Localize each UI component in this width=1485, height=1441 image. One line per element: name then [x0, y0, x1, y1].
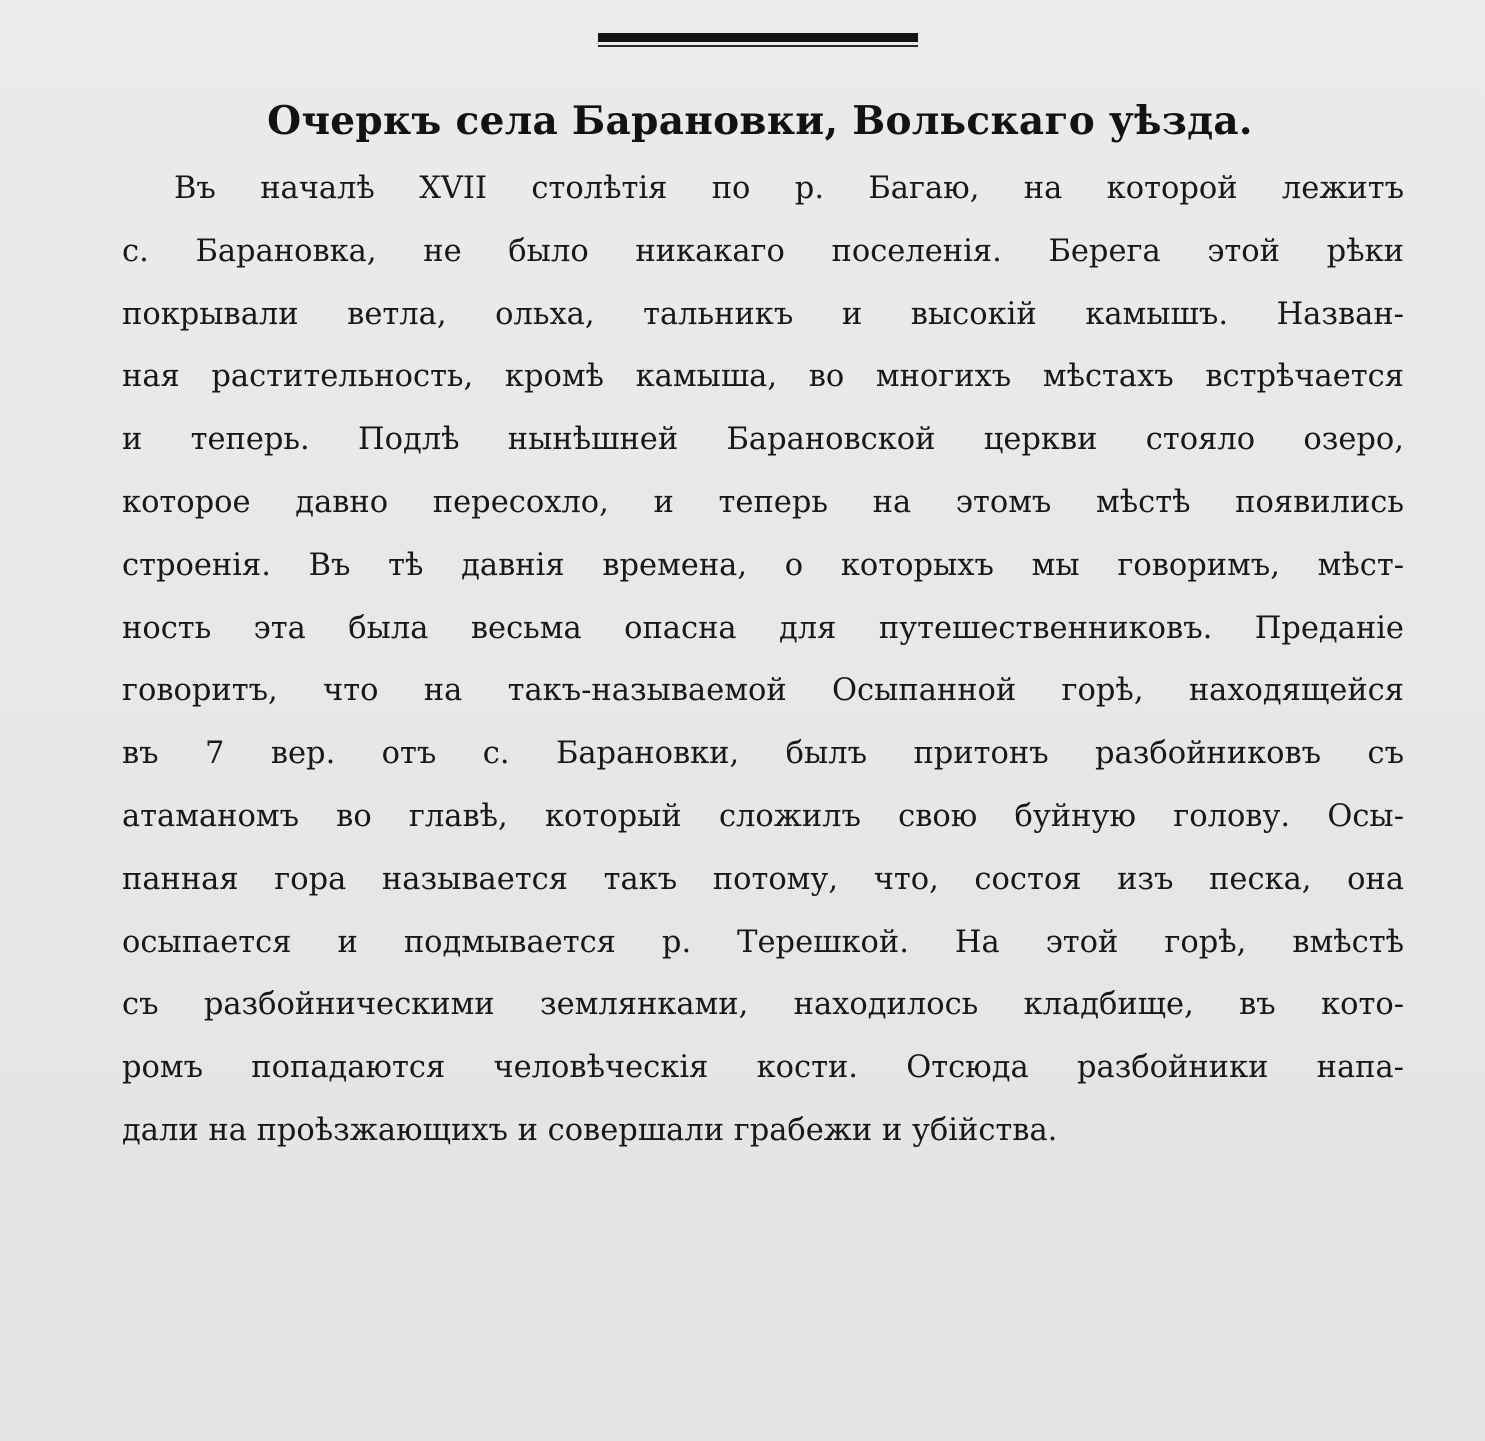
text-line: строенія. Въ тѣ давнія времена, о которыхъ мы говоримъ, мѣст-: [122, 547, 1404, 583]
text-line: говоритъ, что на такъ-называемой Осыпанной горѣ, находящейся: [122, 673, 1404, 709]
text-line: осыпается и подмывается р. Терешкой. На этой горѣ, вмѣстѣ: [122, 924, 1404, 960]
text-line: которое давно пересохло, и теперь на этомъ мѣстѣ появились: [122, 484, 1404, 520]
article-title: Очеркъ села Барановки, Вольскаго уѣзда.: [267, 98, 1253, 144]
text-line: ромъ попадаются человѣческія кости. Отсюда разбойники напа-: [122, 1050, 1404, 1086]
text-line: ная растительность, кромѣ камыша, во многихъ мѣстахъ встрѣчается: [122, 359, 1404, 395]
text-line: въ 7 вер. отъ с. Барановки, былъ притонъ разбойниковъ съ: [122, 736, 1404, 772]
text-line: ность эта была весьма опасна для путешественниковъ. Преданіе: [122, 610, 1404, 646]
section-divider-rule-thin: [598, 45, 918, 47]
text-line: панная гора называется такъ потому, что, состоя изъ песка, она: [122, 861, 1404, 897]
section-divider-rule: [598, 33, 918, 42]
text-line: атаманомъ во главѣ, который сложилъ свою буйную голову. Осы-: [122, 798, 1404, 834]
text-line: покрывали ветла, ольха, тальникъ и высокій камышъ. Назван-: [122, 296, 1404, 332]
text-line: Въ началѣ XVII столѣтія по р. Багаю, на которой лежитъ: [174, 171, 1404, 206]
text-line: дали на проѣзжающихъ и совершали грабежи и убійства.: [122, 1112, 1058, 1148]
text-line: с. Барановка, не было никакаго поселенія. Берега этой рѣки: [122, 233, 1404, 269]
text-line: съ разбойническими землянками, находилось кладбище, въ кото-: [122, 987, 1404, 1023]
article-body: [122, 158, 1404, 1163]
text-line: и теперь. Подлѣ нынѣшней Барановской церкви стояло озеро,: [122, 422, 1404, 458]
